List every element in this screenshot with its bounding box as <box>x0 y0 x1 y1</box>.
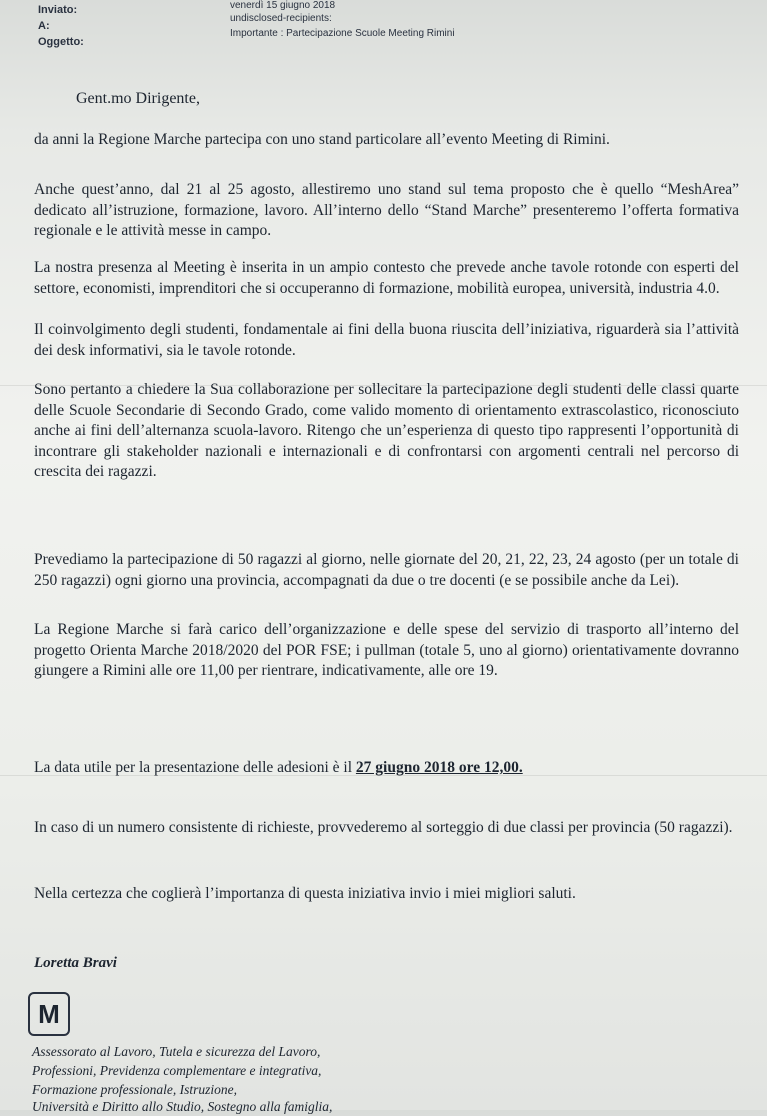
paragraph-deadline <box>34 758 739 779</box>
deadline-date: 27 giugno 2018 ore 12,00. <box>355 759 523 776</box>
paragraph-involvement: Il coinvolgimento degli studenti, fondamentale ai fini della buona riuscita dell’iniziativa, riguarderà sia l’attività dei desk informativi, sia le tavole rotonde. <box>34 321 739 359</box>
region-logo: M <box>28 992 70 1036</box>
paragraph-closing: Nella certezza che coglierà l’importanza di questa iniziativa invio i miei migliori saluti. <box>34 885 576 902</box>
sent-value: venerdì 15 giugno 2018 <box>230 0 336 11</box>
paragraph-transport: La Regione Marche si farà carico dell’organizzazione e delle spese del servizio di trasporto all’interno del progetto Orienta Marche 2018/2020 del POR FSE; i pullman (totale 5, uno al giorno) orientativamente dovranno giungere a Rimini alle ore 11,00 per rientrare, indicativamente, alle ore 19. <box>34 621 739 679</box>
affiliation-line: Assessorato al Lavoro, Tutela e sicurezza del Lavoro, <box>32 1044 321 1059</box>
to-value: undisclosed-recipients: <box>230 13 332 24</box>
subject-label: Oggetto: <box>38 36 84 48</box>
affiliation-line: Professioni, Previdenza complementare e integrativa, <box>32 1063 322 1078</box>
sent-label: Inviato: <box>38 4 78 16</box>
paragraph-stand: Anche quest’anno, dal 21 al 25 agosto, allestiremo uno stand sul tema proposto che è quello “MeshArea” dedicato all’istruzione, formazione, lavoro. All’interno dello “Stand Marche” presenteremo l’offerta formativa regionale e le attività messe in campo. <box>34 181 739 239</box>
affiliation-line: Università e Diritto allo Studio, Sostegno alla famiglia, <box>32 1099 333 1114</box>
signature: Loretta Bravi <box>34 955 117 971</box>
affiliation-line: Formazione professionale, Istruzione, <box>32 1082 237 1097</box>
paragraph-request: Sono pertanto a chiedere la Sua collaborazione per sollecitare la partecipazione degli studenti delle classi quarte delle Scuole Secondarie di Secondo Grado, come valido momento di orientamento extrascolastico, riconosciuto anche ai fini dell’alternanza scuola-lavoro. Ritengo che un’esperienza di questo tipo rappresenti l’opportunità di incontrare gli stakeholder nazionali e internazionali e di confrontarsi con argomenti centrali nel percorso di crescita dei ragazzi. <box>34 381 739 480</box>
paragraph-intro: da anni la Regione Marche partecipa con uno stand particolare all’evento Meeting di Rimini. <box>34 131 610 148</box>
paragraph-participation: Prevediamo la partecipazione di 50 ragazzi al giorno, nelle giornate del 20, 21, 22, 23, 24 agosto (per un totale di 250 ragazzi) ogni giorno una provincia, accompagnati da due o tre docenti (e se possibile anche da Lei). <box>34 551 739 589</box>
greeting: Gent.mo Dirigente, <box>76 90 200 107</box>
to-label: A: <box>38 20 50 32</box>
deadline-prefix: La data utile per la presentazione delle adesioni è il <box>34 759 356 776</box>
subject-value: Importante : Partecipazione Scuole Meeting Rimini <box>230 28 455 39</box>
paragraph-context: La nostra presenza al Meeting è inserita in un ampio contesto che prevede anche tavole rotonde con esperti del settore, economisti, imprenditori che si occuperanno di formazione, mobilità europea, università, industria 4.0. <box>34 259 739 297</box>
paragraph-draw: In caso di un numero consistente di richieste, provvederemo al sorteggio di due classi per provincia (50 ragazzi). <box>34 819 733 836</box>
